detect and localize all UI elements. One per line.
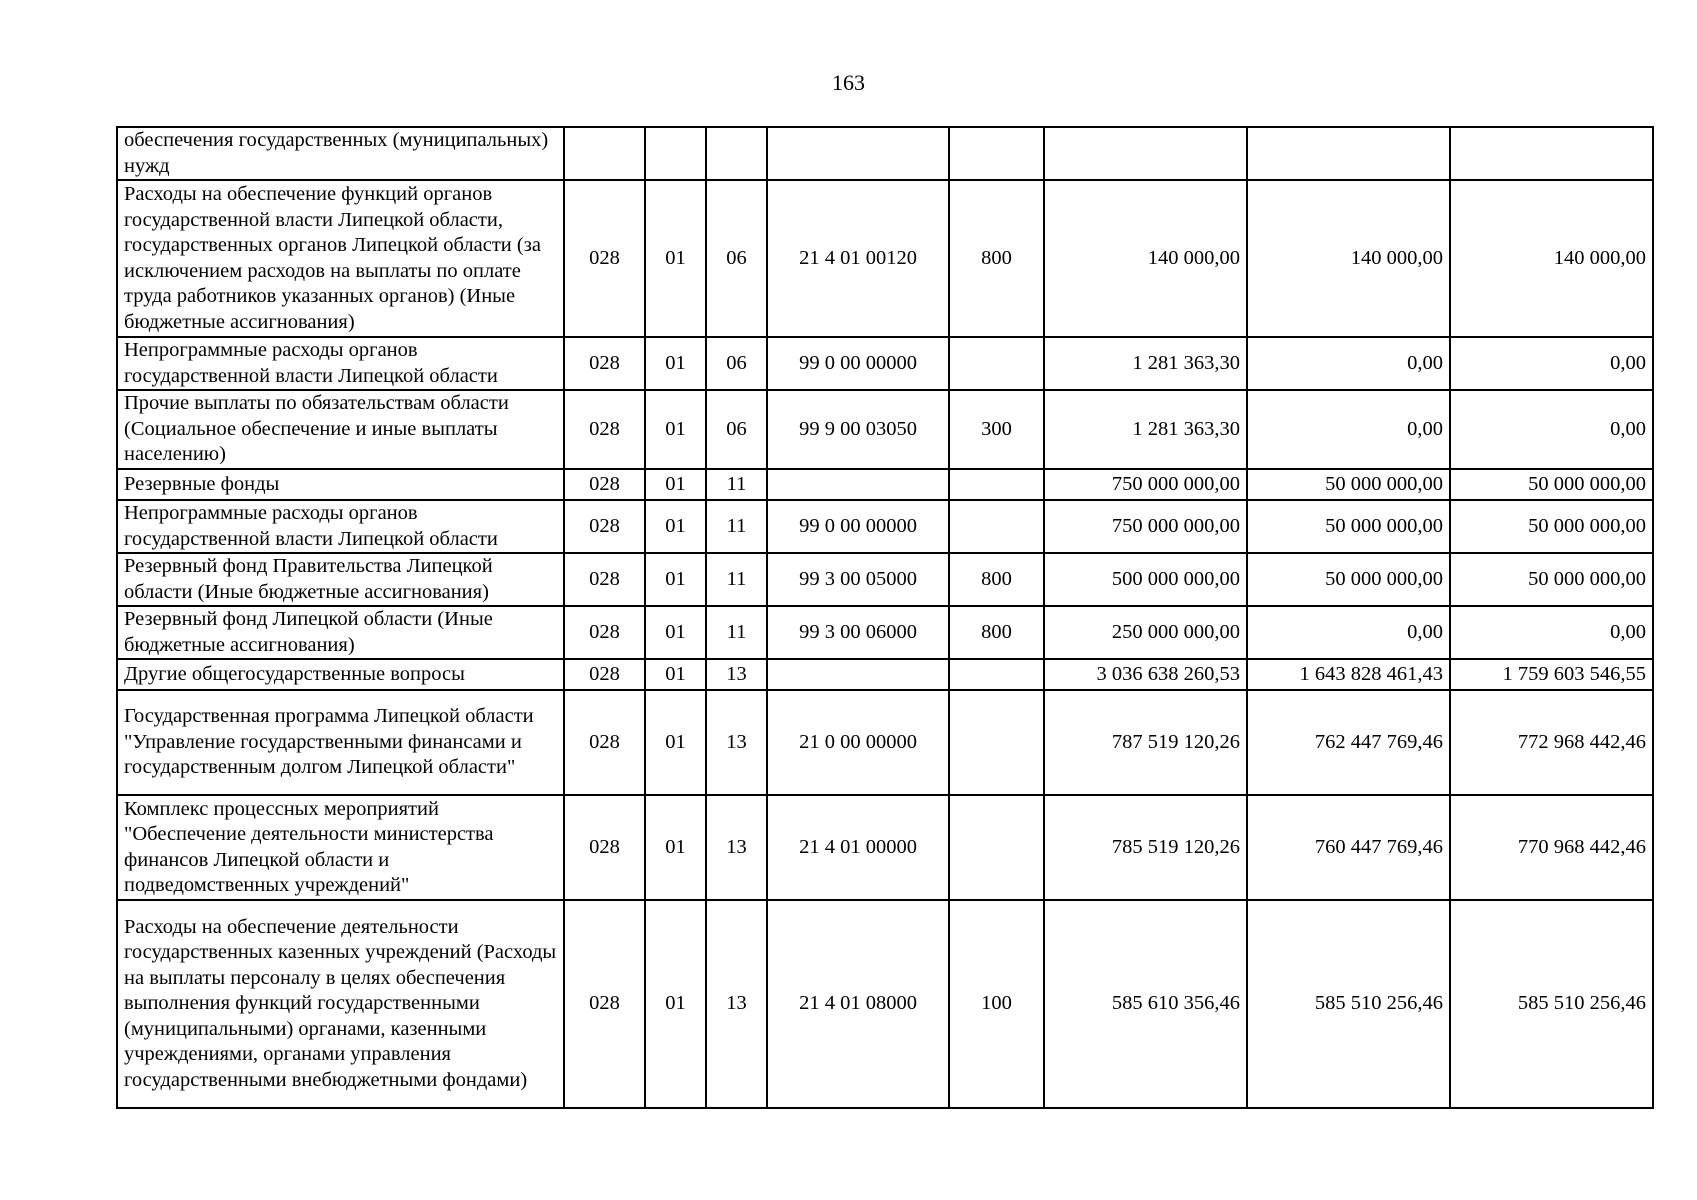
cell-sum-1: 1 281 363,30 (1044, 337, 1247, 390)
cell-csr: 21 0 00 00000 (767, 690, 949, 795)
cell-sum-3: 772 968 442,46 (1450, 690, 1653, 795)
cell-sum-1: 3 036 638 260,53 (1044, 659, 1247, 690)
table-row (117, 127, 1653, 180)
table-row (117, 469, 1653, 500)
cell-sum-1: 500 000 000,00 (1044, 553, 1247, 606)
cell-pr (706, 127, 767, 180)
cell-gr: 028 (564, 553, 645, 606)
cell-sum-3: 140 000,00 (1450, 180, 1653, 337)
cell-csr: 99 9 00 03050 (767, 390, 949, 469)
cell-sum-3: 50 000 000,00 (1450, 500, 1653, 553)
cell-csr: 21 4 01 00000 (767, 795, 949, 900)
row-name: Непрограммные расходы органов государственной власти Липецкой области (117, 337, 564, 390)
cell-rz: 01 (645, 469, 706, 500)
cell-rz: 01 (645, 180, 706, 337)
row-name: Прочие выплаты по обязательствам области (Социальное обеспечение и иные выплаты населению) (117, 390, 564, 469)
cell-pr: 11 (706, 553, 767, 606)
cell-sum-2: 0,00 (1247, 606, 1450, 659)
cell-gr: 028 (564, 469, 645, 500)
cell-pr: 13 (706, 659, 767, 690)
cell-pr: 06 (706, 390, 767, 469)
cell-sum-1: 785 519 120,26 (1044, 795, 1247, 900)
cell-vr: 800 (949, 606, 1044, 659)
row-name: обеспечения государственных (муниципальных) нужд (117, 127, 564, 180)
cell-sum-3: 0,00 (1450, 337, 1653, 390)
table-row (117, 606, 1653, 659)
cell-sum-2: 760 447 769,46 (1247, 795, 1450, 900)
cell-rz: 01 (645, 690, 706, 795)
cell-vr (949, 690, 1044, 795)
cell-sum-3 (1450, 127, 1653, 180)
cell-vr (949, 127, 1044, 180)
cell-pr: 06 (706, 337, 767, 390)
cell-gr: 028 (564, 180, 645, 337)
cell-rz: 01 (645, 900, 706, 1108)
cell-vr (949, 795, 1044, 900)
table-row (117, 795, 1653, 900)
cell-sum-1 (1044, 127, 1247, 180)
cell-pr: 11 (706, 500, 767, 553)
cell-sum-3: 50 000 000,00 (1450, 553, 1653, 606)
cell-rz (645, 127, 706, 180)
cell-rz: 01 (645, 659, 706, 690)
cell-rz: 01 (645, 337, 706, 390)
cell-vr (949, 337, 1044, 390)
cell-sum-1: 585 610 356,46 (1044, 900, 1247, 1108)
cell-sum-2: 762 447 769,46 (1247, 690, 1450, 795)
cell-csr (767, 469, 949, 500)
cell-vr (949, 500, 1044, 553)
table-row (117, 900, 1653, 1108)
cell-pr: 13 (706, 900, 767, 1108)
row-name: Другие общегосударственные вопросы (117, 659, 564, 690)
cell-sum-1: 140 000,00 (1044, 180, 1247, 337)
row-name: Резервные фонды (117, 469, 564, 500)
cell-sum-1: 750 000 000,00 (1044, 469, 1247, 500)
cell-rz: 01 (645, 606, 706, 659)
cell-sum-3: 0,00 (1450, 390, 1653, 469)
cell-sum-2: 585 510 256,46 (1247, 900, 1450, 1108)
table-row (117, 180, 1653, 337)
cell-rz: 01 (645, 500, 706, 553)
cell-csr: 21 4 01 08000 (767, 900, 949, 1108)
cell-gr: 028 (564, 690, 645, 795)
cell-vr: 800 (949, 553, 1044, 606)
cell-csr: 99 3 00 06000 (767, 606, 949, 659)
page-number: 163 (832, 70, 865, 95)
cell-csr (767, 659, 949, 690)
cell-vr: 800 (949, 180, 1044, 337)
cell-csr: 99 3 00 05000 (767, 553, 949, 606)
cell-sum-2 (1247, 127, 1450, 180)
table-row (117, 390, 1653, 469)
row-name: Государственная программа Липецкой области "Управление государственными финансами и государственным долгом Липецкой области" (117, 690, 564, 795)
cell-gr (564, 127, 645, 180)
cell-gr: 028 (564, 900, 645, 1108)
cell-pr: 06 (706, 180, 767, 337)
cell-gr: 028 (564, 659, 645, 690)
cell-sum-1: 250 000 000,00 (1044, 606, 1247, 659)
cell-gr: 028 (564, 500, 645, 553)
cell-rz: 01 (645, 553, 706, 606)
cell-vr (949, 659, 1044, 690)
budget-table (116, 126, 1654, 1109)
cell-pr: 13 (706, 795, 767, 900)
row-name: Резервный фонд Липецкой области (Иные бюджетные ассигнования) (117, 606, 564, 659)
cell-gr: 028 (564, 337, 645, 390)
cell-gr: 028 (564, 795, 645, 900)
cell-csr (767, 127, 949, 180)
cell-csr: 99 0 00 00000 (767, 500, 949, 553)
cell-gr: 028 (564, 390, 645, 469)
row-name: Расходы на обеспечение функций органов государственной власти Липецкой области, государственных органов Липецкой области (за исключением расходов на выплаты по оплате труда работников указанных органов) (Иные бюджетные ассигнования) (117, 180, 564, 337)
cell-sum-3: 585 510 256,46 (1450, 900, 1653, 1108)
cell-sum-2: 140 000,00 (1247, 180, 1450, 337)
cell-rz: 01 (645, 795, 706, 900)
cell-sum-3: 0,00 (1450, 606, 1653, 659)
cell-csr: 21 4 01 00120 (767, 180, 949, 337)
row-name: Комплекс процессных мероприятий "Обеспечение деятельности министерства финансов Липецкой области и подведомственных учреждений" (117, 795, 564, 900)
cell-sum-2: 1 643 828 461,43 (1247, 659, 1450, 690)
cell-sum-1: 750 000 000,00 (1044, 500, 1247, 553)
cell-rz: 01 (645, 390, 706, 469)
table-row (117, 659, 1653, 690)
cell-sum-2: 50 000 000,00 (1247, 500, 1450, 553)
table-row (117, 500, 1653, 553)
table-row (117, 690, 1653, 795)
cell-vr: 100 (949, 900, 1044, 1108)
cell-sum-1: 1 281 363,30 (1044, 390, 1247, 469)
table-row (117, 553, 1653, 606)
cell-sum-2: 0,00 (1247, 337, 1450, 390)
row-name: Непрограммные расходы органов государственной власти Липецкой области (117, 500, 564, 553)
table-body (117, 127, 1653, 1108)
row-name: Резервный фонд Правительства Липецкой области (Иные бюджетные ассигнования) (117, 553, 564, 606)
cell-sum-1: 787 519 120,26 (1044, 690, 1247, 795)
cell-sum-3: 1 759 603 546,55 (1450, 659, 1653, 690)
cell-pr: 13 (706, 690, 767, 795)
cell-sum-2: 0,00 (1247, 390, 1450, 469)
cell-vr (949, 469, 1044, 500)
row-name: Расходы на обеспечение деятельности государственных казенных учреждений (Расходы на выплаты персоналу в целях обеспечения выполнения функций государственными (муниципальными) органами, казенными учреждениями, органами управления государственными внебюджетными фондами) (117, 900, 564, 1108)
cell-sum-2: 50 000 000,00 (1247, 469, 1450, 500)
cell-pr: 11 (706, 606, 767, 659)
cell-sum-2: 50 000 000,00 (1247, 553, 1450, 606)
cell-pr: 11 (706, 469, 767, 500)
cell-sum-3: 50 000 000,00 (1450, 469, 1653, 500)
cell-gr: 028 (564, 606, 645, 659)
cell-vr: 300 (949, 390, 1044, 469)
table-row (117, 337, 1653, 390)
cell-sum-3: 770 968 442,46 (1450, 795, 1653, 900)
cell-csr: 99 0 00 00000 (767, 337, 949, 390)
